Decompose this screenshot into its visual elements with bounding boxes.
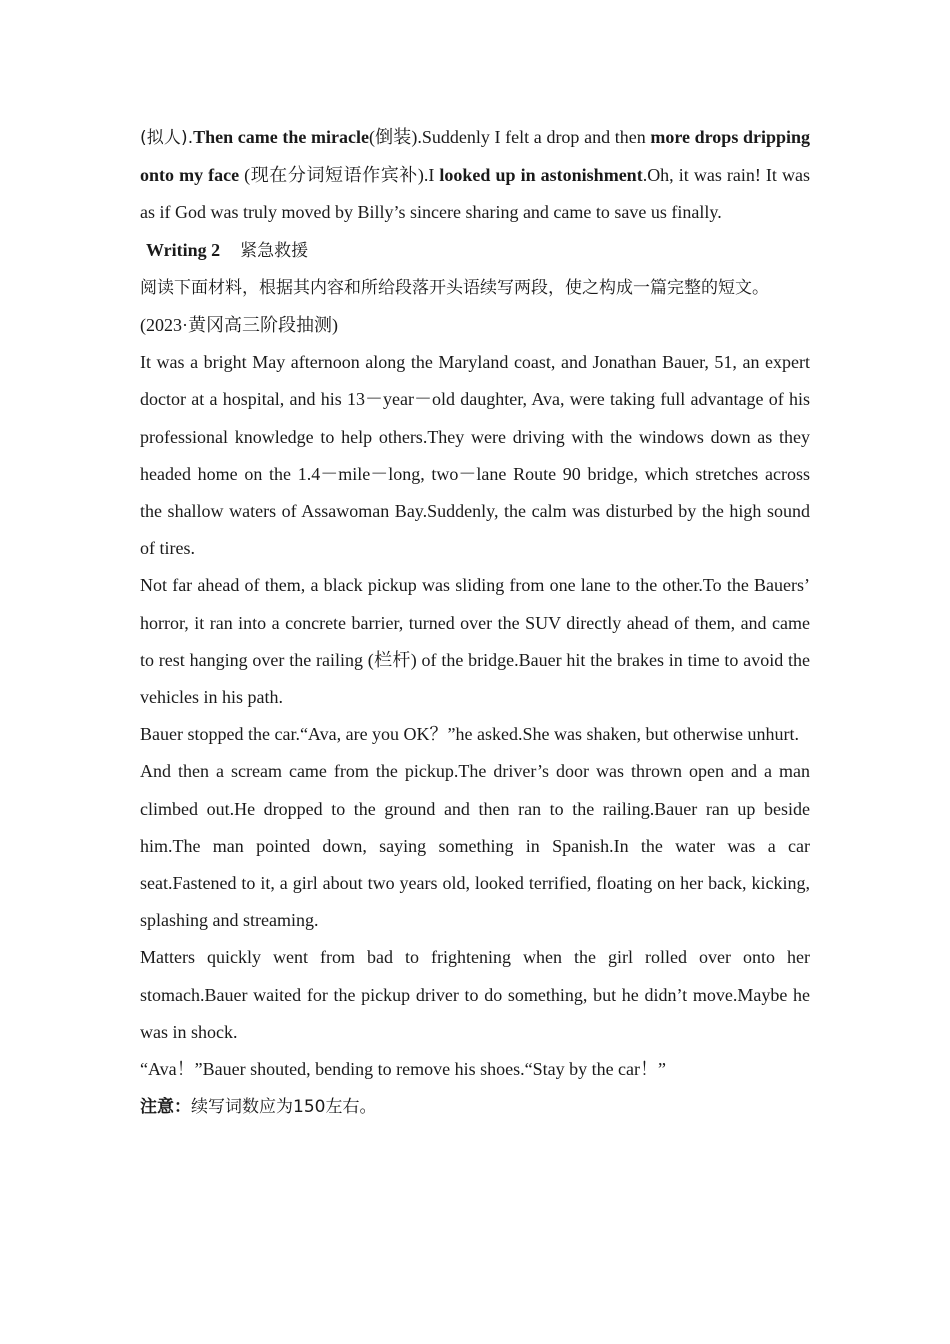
intro-text: (现在分词短语作宾补).I — [239, 165, 440, 186]
instruction-text: 阅读下面材料，根据其内容和所给段落开头语续写两段，使之构成一篇完整的短文。 — [140, 277, 769, 298]
intro-bold-phrase: Then came the miracle — [193, 127, 369, 147]
intro-paragraph — [140, 119, 810, 232]
document-body — [140, 119, 810, 1126]
passage-paragraph: Matters quickly went from bad to frightening when the girl rolled over onto her stomach.Bauer waited for the pickup driver to do something, but he didn’t move.Maybe he was in shock. — [140, 947, 810, 1042]
intro-bold-phrase: more drops dripping onto my face — [140, 127, 811, 186]
passage-paragraph: “Ava！”Bauer shouted, bending to remove his shoes.“Stay by the car！” — [140, 1059, 667, 1080]
intro-text: (倒装).Suddenly I felt a drop and then — [368, 127, 651, 147]
passage-paragraph: Bauer stopped the car.“Ava, are you OK？”he asked.She was shaken, but otherwise unhurt. — [140, 724, 799, 745]
passage-paragraph: And then a scream came from the pickup.The driver’s door was thrown open and a man climbed out.He dropped to the ground and then ran to the railing.Bauer ran up beside him.The man pointed down, saying something in Spanish.In the water was a car seat.Fastened to it, a girl about two years old, looked terrified, floating on her back, kicking, splashing and streaming. — [140, 761, 810, 931]
intro-text: .Oh, it was rain! It was as if God was truly moved by Billy’s sincere sharing and came to save us finally. — [140, 165, 810, 223]
source-text: (2023·黄冈高三阶段抽测) — [140, 315, 338, 336]
section-topic: 紧急救援 — [240, 240, 309, 261]
section-title — [140, 232, 810, 270]
note-line — [140, 1088, 810, 1126]
section-label: Writing 2 — [146, 239, 221, 260]
passage-paragraph: It was a bright May afternoon along the Maryland coast, and Jonathan Bauer, 51, an expert doctor at a hospital, and his 13－year－old daughter, Ava, were taking full advantage of his professional knowledge to help others.They were driving with the windows down as they headed home on the 1.4－mile－long, two－lane Route 90 bridge, which stretches across the shallow waters of Assawoman Bay.Suddenly, the calm was disturbed by the high sound of tires. — [140, 352, 810, 559]
intro-text: (拟人). — [140, 128, 194, 148]
note-label: 注意： — [140, 1097, 191, 1118]
intro-bold-phrase: looked up in astonishment — [439, 165, 643, 186]
passage-paragraph: Not far ahead of them, a black pickup was sliding from one lane to the other.To the Bauers’ horror, it ran into a concrete barrier, turned over the SUV directly ahead of them, and came to rest hanging over the railing (栏杆) of the bridge.Bauer hit the brakes in time to avoid the vehicles in his path. — [140, 575, 810, 708]
note-text: 续写词数应为150左右。 — [191, 1097, 377, 1118]
